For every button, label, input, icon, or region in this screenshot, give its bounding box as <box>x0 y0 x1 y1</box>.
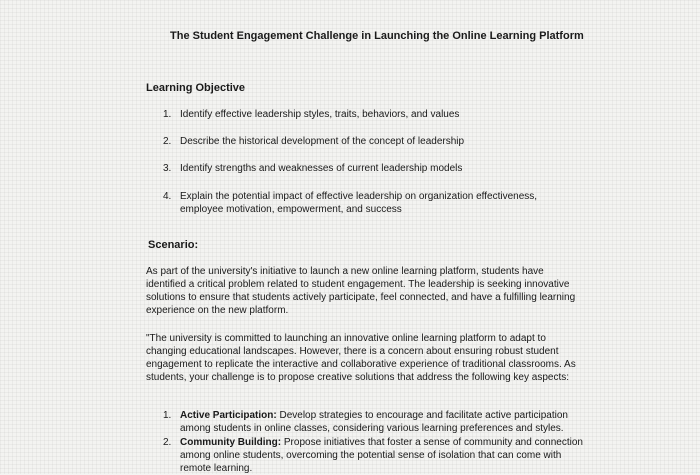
aspect-body <box>180 436 585 475</box>
scenario-paragraph-1: As part of the university's initiative to launch a new online learning platform, students have identified a critical problem related to student engagement. The leadership is seeking innovative solutions to ensure that students actively participate, feel connected, and have a fulfilling learning experience on the new platform. <box>146 266 576 316</box>
aspect-text: Propose initiatives that foster a sense of community and connection among online students, overcoming the potential sense of isolation that can come with remote learning. <box>180 437 583 474</box>
objective-number: 3. <box>163 163 172 174</box>
aspect-body <box>180 409 585 435</box>
objective-text-line-2: employee motivation, empowerment, and success <box>180 204 402 215</box>
objective-number: 2. <box>163 136 172 147</box>
objective-text-line-1: Explain the potential impact of effective leadership on organization effectiveness, <box>180 191 538 202</box>
objective-text: Identify strengths and weaknesses of current leadership models <box>180 163 463 174</box>
objective-number: 1. <box>163 109 172 120</box>
learning-objective-heading: Learning Objective <box>146 82 246 94</box>
aspect-label: Community Building: <box>180 437 282 448</box>
objective-text: Describe the historical development of the concept of leadership <box>180 136 465 147</box>
scenario-paragraph-2: "The university is committed to launching an innovative online learning platform to adapt to changing educational landscapes. However, there is a concern about ensuring robust student engagement to replicate the interactive and collaborative experience of traditional classrooms. As students, your challenge is to propose creative solutions that address the following key aspects: <box>146 333 576 383</box>
aspect-number: 1. <box>163 410 172 421</box>
aspect-label: Active Participation: <box>180 410 277 421</box>
document-title: The Student Engagement Challenge in Launching the Online Learning Platform <box>170 30 584 42</box>
scenario-heading: Scenario: <box>148 239 199 251</box>
aspect-text: Develop strategies to encourage and facilitate active participation among students in online classes, considering various learning preferences and styles. <box>180 410 568 434</box>
objective-number: 4. <box>163 191 172 202</box>
aspect-number: 2. <box>163 437 172 448</box>
objective-text: Identify effective leadership styles, traits, behaviors, and values <box>180 109 460 120</box>
